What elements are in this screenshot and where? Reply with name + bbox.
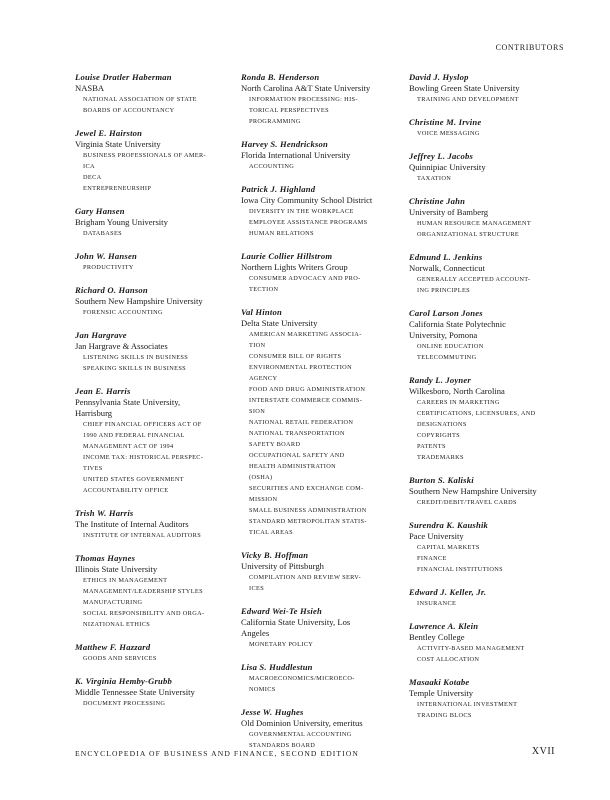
article-topic: ENVIRONMENTAL PROTECTION xyxy=(249,364,352,371)
contributor-name: Edward Wei-Te Hsieh xyxy=(241,606,322,616)
article-topic: GOVERNMENTAL ACCOUNTING xyxy=(249,731,352,738)
article-topic: CREDIT/DEBIT/TRAVEL CARDS xyxy=(417,499,517,506)
contributor-name: Vicky B. Hoffman xyxy=(241,550,309,560)
article-topic: ENTREPRENEURSHIP xyxy=(83,185,152,192)
article-topic: COST ALLOCATION xyxy=(417,656,480,663)
article-topic: PRODUCTIVITY xyxy=(83,264,134,271)
contributor-affiliation: Old Dominion University, emeritus xyxy=(241,718,363,728)
contributor-name: Matthew F. Hazzard xyxy=(75,642,151,652)
contributor-affiliation: California State University, Los xyxy=(241,617,351,627)
contributor-affiliation: Virginia State University xyxy=(75,139,161,149)
article-topic: HEALTH ADMINISTRATION xyxy=(249,463,337,470)
article-topic: MISSION xyxy=(249,496,278,503)
contributor-entry xyxy=(409,676,565,721)
article-topic: GOODS AND SERVICES xyxy=(83,655,157,662)
contributor-name: Laurie Collier Hillstrom xyxy=(241,251,333,261)
contributor-entry xyxy=(409,307,565,363)
column-2 xyxy=(241,71,393,762)
contributor-affiliation: Middle Tennessee State University xyxy=(75,687,195,697)
article-topic: HUMAN RELATIONS xyxy=(249,230,314,237)
article-topic: ICA xyxy=(83,163,95,170)
article-topic: BOARDS OF ACCOUNTANCY xyxy=(83,107,175,114)
article-topic: COMPILATION AND REVIEW SERV- xyxy=(249,574,361,581)
contributor-entry xyxy=(75,385,227,496)
contributor-affiliation: Pace University xyxy=(409,531,464,541)
article-topic: AMERICAN MARKETING ASSOCIA- xyxy=(249,331,362,338)
article-topic: TORICAL PERSPECTIVES xyxy=(249,107,329,114)
contributor-name: Surendra K. Kaushik xyxy=(409,520,489,530)
contributor-name: K. Virginia Hemby-Grubb xyxy=(75,676,172,686)
contributor-name: Richard O. Hanson xyxy=(75,285,148,295)
article-topic: SOCIAL RESPONSIBILITY AND ORGA- xyxy=(83,610,205,617)
contributor-name: Gary Hansen xyxy=(75,206,125,216)
contributor-affiliation: California State Polytechnic xyxy=(409,319,506,329)
contributor-entry xyxy=(75,552,227,630)
contributor-affiliation: University of Pittsburgh xyxy=(241,561,324,571)
article-topic: ING PRINCIPLES xyxy=(417,287,471,294)
article-topic: SAFETY BOARD xyxy=(249,441,301,448)
contributor-entry xyxy=(241,706,393,751)
column-3 xyxy=(409,71,565,732)
article-topic: TIVES xyxy=(83,465,103,472)
article-topic: ACTIVITY-BASED MANAGEMENT xyxy=(417,645,525,652)
contributor-affiliation: Florida International University xyxy=(241,150,351,160)
article-topic: ONLINE EDUCATION xyxy=(417,343,484,350)
contributor-name: Christine Jahn xyxy=(409,196,466,206)
contributor-affiliation: NASBA xyxy=(75,83,105,93)
article-topic: DOCUMENT PROCESSING xyxy=(83,700,166,707)
article-topic: (OSHA) xyxy=(249,474,273,481)
contributor-affiliation: Illinois State University xyxy=(75,564,158,574)
article-topic: COPYRIGHTS xyxy=(417,432,461,439)
article-topic: ACCOUNTABILITY OFFICE xyxy=(83,487,169,494)
article-topic: LISTENING SKILLS IN BUSINESS xyxy=(83,354,189,361)
contributor-entry xyxy=(241,306,393,538)
contributor-name: Lisa S. Huddlestun xyxy=(241,662,313,672)
article-topic: CONSUMER BILL OF RIGHTS xyxy=(249,353,342,360)
contributor-name: Edmund L. Jenkins xyxy=(409,252,483,262)
article-topic: FINANCE xyxy=(417,555,447,562)
contributor-affiliation: Quinnipiac University xyxy=(409,162,486,172)
article-topic: FORENSIC ACCOUNTING xyxy=(83,309,163,316)
column-1 xyxy=(75,71,227,720)
contributor-affiliation: Angeles xyxy=(241,628,270,638)
article-topic: GENERALLY ACCEPTED ACCOUNT- xyxy=(417,276,531,283)
contributor-affiliation: Bentley College xyxy=(409,632,465,642)
article-topic: SECURITIES AND EXCHANGE COM- xyxy=(249,485,364,492)
contributor-name: Harvey S. Hendrickson xyxy=(241,139,329,149)
article-topic: TECTION xyxy=(249,286,279,293)
article-topic: 1990 AND FEDERAL FINANCIAL xyxy=(83,432,185,439)
article-topic: TION xyxy=(249,342,266,349)
contributor-entry xyxy=(409,116,565,139)
article-topic: UNITED STATES GOVERNMENT xyxy=(83,476,184,483)
contributor-entry xyxy=(241,605,393,650)
article-topic: INSURANCE xyxy=(417,600,457,607)
contributor-name: Masaaki Kotabe xyxy=(409,677,470,687)
contributor-affiliation: Pennsylvania State University, xyxy=(75,397,181,407)
article-topic: CAREERS IN MARKETING xyxy=(417,399,500,406)
contributor-entry xyxy=(409,71,565,105)
contributor-entry xyxy=(75,127,227,194)
article-topic: INFORMATION PROCESSING: HIS- xyxy=(249,96,358,103)
contributor-entry xyxy=(75,641,227,664)
contributor-affiliation: Southern New Hampshire University xyxy=(75,296,203,306)
contributor-entry xyxy=(409,251,565,296)
contributor-name: Lawrence A. Klein xyxy=(409,621,479,631)
page-number: XVII xyxy=(531,746,555,757)
contributor-entry xyxy=(409,195,565,240)
article-topic: MANUFACTURING xyxy=(83,599,143,606)
contributor-affiliation: Jan Hargrave & Associates xyxy=(75,341,168,351)
article-topic: TRADEMARKS xyxy=(417,454,464,461)
contributor-entry xyxy=(75,675,227,709)
contributor-entry xyxy=(241,250,393,295)
contributor-name: Randy L. Joyner xyxy=(409,375,471,385)
article-topic: ACCOUNTING xyxy=(249,163,295,170)
article-topic: FOOD AND DRUG ADMINISTRATION xyxy=(249,386,366,393)
article-topic: NATIONAL RETAIL FEDERATION xyxy=(249,419,354,426)
contributor-name: Louise Dratler Haberman xyxy=(75,72,172,82)
contributor-name: Jean E. Harris xyxy=(75,386,131,396)
contributor-name: Ronda B. Henderson xyxy=(241,72,320,82)
article-topic: CHIEF FINANCIAL OFFICERS ACT OF xyxy=(83,421,202,428)
article-topic: DECA xyxy=(83,174,102,181)
contributor-entry xyxy=(241,661,393,695)
contributor-name: Christine M. Irvine xyxy=(409,117,482,127)
contributor-affiliation: Norwalk, Connecticut xyxy=(409,263,485,273)
contributor-affiliation: Wilkesboro, North Carolina xyxy=(409,386,505,396)
contributor-name: David J. Hyslop xyxy=(409,72,469,82)
article-topic: VOICE MESSAGING xyxy=(417,130,480,137)
contributor-entry xyxy=(409,374,565,463)
article-topic: MANAGEMENT ACT OF 1994 xyxy=(83,443,174,450)
contributor-entry xyxy=(409,620,565,665)
footer-book-title: ENCYCLOPEDIA OF BUSINESS AND FINANCE, SECOND EDITION xyxy=(75,749,359,758)
contributor-affiliation: Bowling Green State University xyxy=(409,83,520,93)
contributor-affiliation: Delta State University xyxy=(241,318,318,328)
contributor-entry xyxy=(75,284,227,318)
contributor-name: Jesse W. Hughes xyxy=(241,707,304,717)
contributor-entry xyxy=(409,519,565,575)
article-topic: NATIONAL TRANSPORTATION xyxy=(249,430,345,437)
contributor-affiliation: University, Pomona xyxy=(409,330,478,340)
article-topic: STANDARD METROPOLITAN STATIS- xyxy=(249,518,367,525)
article-topic: TELECOMMUTING xyxy=(417,354,477,361)
contributor-affiliation: Brigham Young University xyxy=(75,217,168,227)
contributor-entry xyxy=(409,150,565,184)
contributor-affiliation: Iowa City Community School District xyxy=(241,195,373,205)
article-topic: SPEAKING SKILLS IN BUSINESS xyxy=(83,365,187,372)
article-topic: CERTIFICATIONS, LICENSURES, AND xyxy=(417,410,536,417)
article-topic: DIVERSITY IN THE WORKPLACE xyxy=(249,208,354,215)
contributor-entry xyxy=(409,474,565,508)
contributor-entry xyxy=(241,549,393,594)
article-topic: INCOME TAX: HISTORICAL PERSPEC- xyxy=(83,454,204,461)
article-topic: TAXATION xyxy=(417,175,452,182)
contributor-name: Patrick J. Highland xyxy=(241,184,316,194)
contributor-name: Jeffrey L. Jacobs xyxy=(409,151,474,161)
article-topic: CONSUMER ADVOCACY AND PRO- xyxy=(249,275,361,282)
running-header: CONTRIBUTORS xyxy=(495,43,564,52)
article-topic: EMPLOYEE ASSISTANCE PROGRAMS xyxy=(249,219,368,226)
article-topic: NATIONAL ASSOCIATION OF STATE xyxy=(83,96,197,103)
contributor-name: Thomas Haynes xyxy=(75,553,136,563)
contributor-name: Carol Larson Jones xyxy=(409,308,483,318)
contributor-name: Burton S. Kaliski xyxy=(409,475,474,485)
contributor-affiliation: University of Bamberg xyxy=(409,207,489,217)
contributor-entry xyxy=(75,71,227,116)
article-topic: ICES xyxy=(249,585,265,592)
article-topic: HUMAN RESOURCE MANAGEMENT xyxy=(417,220,532,227)
article-topic: DATABASES xyxy=(83,230,123,237)
article-topic: MANAGEMENT/LEADERSHIP STYLES xyxy=(83,588,203,595)
article-topic: MONETARY POLICY xyxy=(249,641,314,648)
article-topic: INTERNATIONAL INVESTMENT xyxy=(417,701,518,708)
article-topic: CAPITAL MARKETS xyxy=(417,544,480,551)
contributor-affiliation: Harrisburg xyxy=(75,408,113,418)
contributor-name: Jewel E. Hairston xyxy=(75,128,143,138)
contributor-name: Trish W. Harris xyxy=(75,508,134,518)
contributor-entry xyxy=(241,183,393,239)
contributor-affiliation: Southern New Hampshire University xyxy=(409,486,537,496)
article-topic: SMALL BUSINESS ADMINISTRATION xyxy=(249,507,367,514)
article-topic: MACROECONOMICS/MICROECO- xyxy=(249,675,355,682)
contributor-entry xyxy=(409,586,565,609)
article-topic: AGENCY xyxy=(249,375,278,382)
contributor-affiliation: Northern Lights Writers Group xyxy=(241,262,348,272)
article-topic: FINANCIAL INSTITUTIONS xyxy=(417,566,503,573)
contributor-affiliation: The Institute of Internal Auditors xyxy=(75,519,189,529)
article-topic: SION xyxy=(249,408,266,415)
contributor-entry xyxy=(75,329,227,374)
contributor-name: Edward J. Keller, Jr. xyxy=(409,587,487,597)
article-topic: TICAL AREAS xyxy=(249,529,294,536)
contributor-name: Jan Hargrave xyxy=(75,330,127,340)
contributor-name: Val Hinton xyxy=(241,307,282,317)
article-topic: TRADING BLOCS xyxy=(417,712,472,719)
article-topic: TRAINING AND DEVELOPMENT xyxy=(417,96,519,103)
article-topic: INTERSTATE COMMERCE COMMIS- xyxy=(249,397,363,404)
article-topic: OCCUPATIONAL SAFETY AND xyxy=(249,452,345,459)
contributor-affiliation: Temple University xyxy=(409,688,474,698)
contributor-entry xyxy=(75,250,227,273)
article-topic: NIZATIONAL ETHICS xyxy=(83,621,151,628)
contributor-name: John W. Hansen xyxy=(75,251,137,261)
article-topic: INSTITUTE OF INTERNAL AUDITORS xyxy=(83,532,202,539)
article-topic: BUSINESS PROFESSIONALS OF AMER- xyxy=(83,152,206,159)
contributor-affiliation: North Carolina A&T State University xyxy=(241,83,371,93)
contributor-entry xyxy=(241,71,393,127)
article-topic: NOMICS xyxy=(249,686,276,693)
contributor-entry xyxy=(241,138,393,172)
article-topic: STANDARDS BOARD xyxy=(249,742,316,749)
article-topic: PROGRAMMING xyxy=(249,118,301,125)
article-topic: DESIGNATIONS xyxy=(417,421,467,428)
contributor-entry xyxy=(75,205,227,239)
contributor-entry xyxy=(75,507,227,541)
article-topic: PATENTS xyxy=(417,443,446,450)
article-topic: ORGANIZATIONAL STRUCTURE xyxy=(417,231,520,238)
article-topic: ETHICS IN MANAGEMENT xyxy=(83,577,168,584)
